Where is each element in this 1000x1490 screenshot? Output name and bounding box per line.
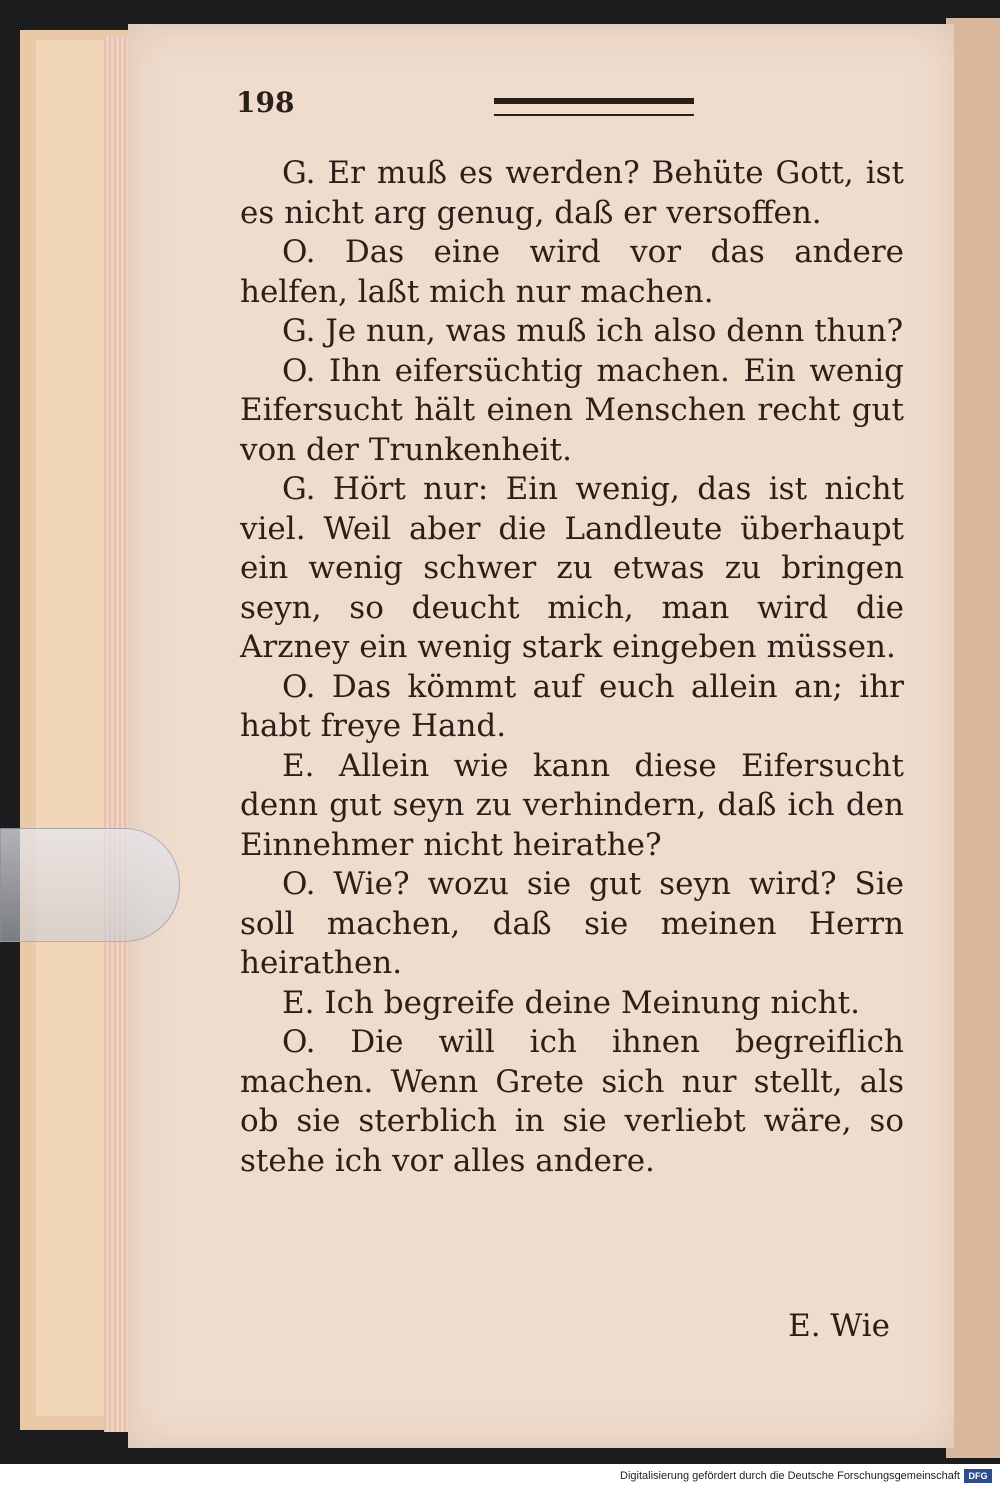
paragraph: O. Ihn eifersüchtig machen. Ein wenig Eifersucht hält einen Menschen recht gut von der Trunkenheit.: [240, 352, 904, 468]
paragraph: E. Allein wie kann diese Eifersucht denn gut seyn zu verhindern, daß ich den Einnehmer nicht heirathe?: [240, 747, 904, 863]
page-clip: [0, 828, 180, 942]
paragraph: G. Je nun, was muß ich also denn thun?: [282, 313, 904, 349]
background-corner: [950, 0, 1000, 20]
page-number: 198: [236, 86, 295, 119]
footer-credit: Digitalisierung gefördert durch die Deutsche Forschungsgemeinschaft: [620, 1470, 960, 1482]
page-header: [236, 86, 696, 126]
paragraph: E. Ich begreife deine Meinung nicht.: [282, 984, 860, 1021]
book-page-stack-inner: [36, 40, 106, 1416]
book-page: [128, 24, 954, 1448]
paragraph: O. Wie? wozu sie gut seyn wird? Sie soll machen, daß sie meinen Herrn heirathen.: [240, 866, 904, 981]
catchword: E. Wie: [788, 1308, 890, 1344]
header-rule: [494, 98, 694, 116]
paragraph: G. Er muß es werden? Behüte Gott, ist es nicht arg genug, daß er versoffen.: [240, 155, 904, 231]
paragraph: O. Das eine wird vor das andere helfen, laßt mich nur machen.: [240, 234, 904, 310]
book-right-edge: [946, 18, 1000, 1458]
paragraph: G. Hört nur: Ein wenig, das ist nicht viel. Weil aber die Landleute überhaupt ein wenig schwer zu etwas zu bringen seyn, so deucht mich, man wird die Arzney ein wenig stark eingeben müssen.: [240, 471, 904, 665]
dfg-logo-icon: DFG: [964, 1469, 992, 1483]
footer-bar: [0, 1464, 1000, 1490]
page-text: [240, 154, 904, 1181]
paragraph: O. Die will ich ihnen begreiflich machen. Wenn Grete sich nur stellt, als ob sie sterblich in sie verliebt wäre, so stehe ich vor alles andere.: [240, 1024, 904, 1179]
paragraph: O. Das kömmt auf euch allein an; ihr habt freye Hand.: [240, 668, 904, 744]
